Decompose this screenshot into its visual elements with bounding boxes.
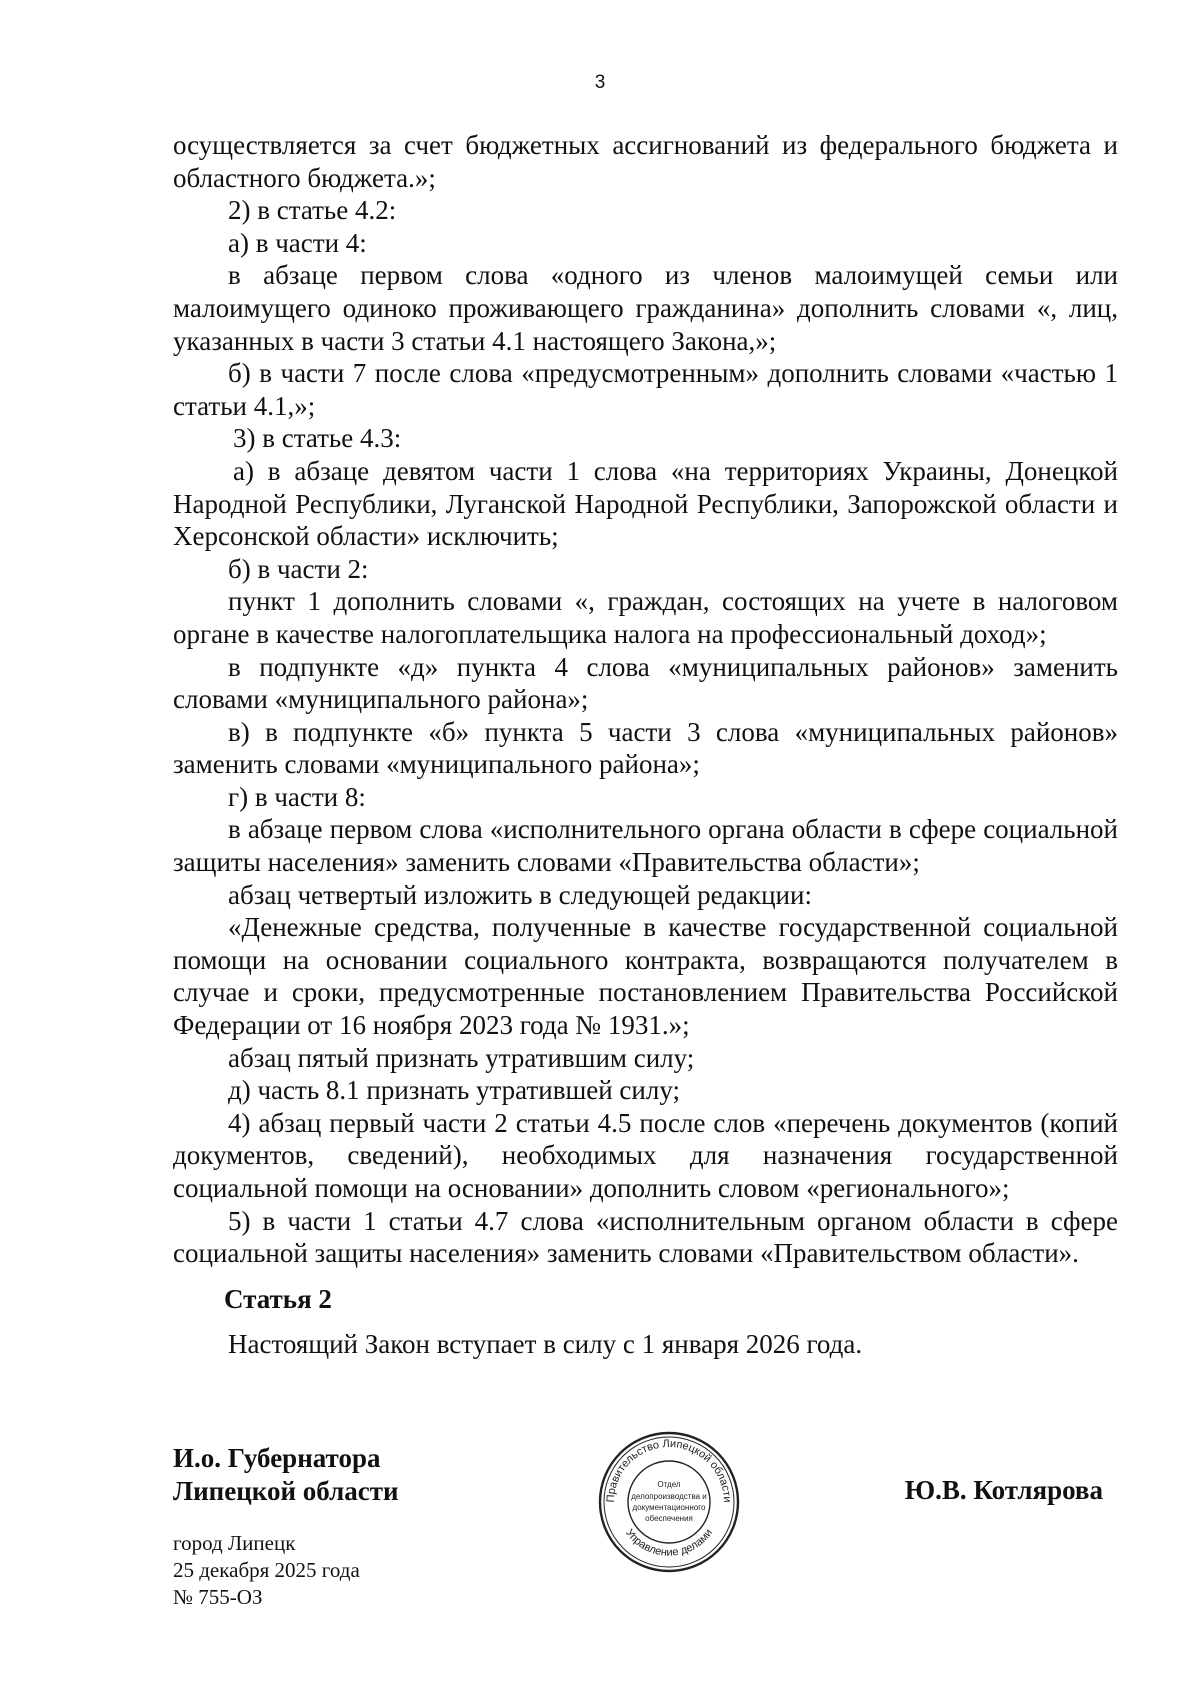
date: 25 декабря 2025 года xyxy=(173,1558,360,1582)
paragraph: в) в подпункте «б» пункта 5 части 3 слова «муниципальных районов» заменить словами «муниципального района»; xyxy=(173,716,1118,780)
law-number: № 755-ОЗ xyxy=(173,1585,263,1609)
seal-center-line: документационного xyxy=(632,1503,706,1512)
paragraph: а) в абзаце девятом части 1 слова «на территориях Украины, Донецкой Народной Республики, Луганской Народной Республики, Запорожской области и Херсонской области» исключить; xyxy=(173,455,1118,552)
spacer xyxy=(173,1315,1118,1328)
paragraph: 3) в статье 4.3: xyxy=(233,423,402,454)
signatory-name: Ю.В. Котлярова xyxy=(904,1475,1103,1505)
city: город Липецк xyxy=(173,1531,296,1555)
signatory-title-line: И.о. Губернатора xyxy=(173,1443,381,1473)
paragraph: б) в части 2: xyxy=(228,553,369,584)
paragraph: 5) в части 1 статьи 4.7 слова «исполнительным органом области в сфере социальной защиты населения» заменить словами «Правительством области». xyxy=(173,1205,1118,1269)
article-heading: Статья 2 xyxy=(224,1283,332,1314)
document-body xyxy=(173,129,1118,1361)
seal-bottom-text: Управление делами xyxy=(623,1526,715,1559)
spacer xyxy=(173,1270,1118,1283)
signatory-title xyxy=(173,1442,399,1508)
paragraph: б) в части 7 после слова «предусмотренным» дополнить словами «частью 1 статьи 4.1,»; xyxy=(173,358,1118,421)
paragraph: осуществляется за счет бюджетных ассигнований из федерального бюджета и областного бюджета.»; xyxy=(173,130,1118,193)
paragraph: пункт 1 дополнить словами «, граждан, состоящих на учете в налоговом органе в качестве налогоплательщика налога на профессиональный доход»; xyxy=(173,586,1118,649)
paragraph: г) в части 8: xyxy=(228,781,366,812)
official-seal xyxy=(597,1430,741,1574)
paragraph: в абзаце первом слова «одного из членов малоимущей семьи или малоимущего одиноко проживающего гражданина» дополнить словами «, лиц, указанных в части 3 статьи 4.1 настоящего Закона,»; xyxy=(173,260,1118,356)
paragraph: 4) абзац первый части 2 статьи 4.5 после слов «перечень документов (копий документов, сведений), необходимых для назначения государственной социальной помощи на основании» дополнить словом «регионального»; xyxy=(173,1107,1118,1203)
paragraph: а) в части 4: xyxy=(228,227,367,258)
seal-center-line: делопроизводства и xyxy=(631,1492,707,1501)
paragraph: д) часть 8.1 признать утратившей силу; xyxy=(228,1075,680,1106)
page-number: 3 xyxy=(594,72,606,93)
place-and-date xyxy=(173,1530,360,1611)
paragraph: в абзаце первом слова «исполнительного органа области в сфере социальной защиты населения» заменить словами «Правительства области»; xyxy=(173,814,1118,878)
seal-center-line: Отдел xyxy=(657,1480,681,1489)
seal-outer-text: Правительство Липецкой области xyxy=(604,1437,734,1503)
paragraph: абзац пятый признать утратившим силу; xyxy=(228,1042,695,1073)
signatory-title-line: Липецкой области xyxy=(173,1476,399,1506)
seal-center-line: обеспечения xyxy=(645,1514,693,1523)
article-text: Настоящий Закон вступает в силу с 1 января 2026 года. xyxy=(228,1329,863,1360)
paragraph: 2) в статье 4.2: xyxy=(228,195,397,226)
paragraph: в подпункте «д» пункта 4 слова «муниципальных районов» заменить словами «муниципального района»; xyxy=(173,651,1118,715)
paragraph: абзац четвертый изложить в следующей редакции: xyxy=(228,879,812,910)
paragraph: «Денежные средства, полученные в качестве государственной социальной помощи на основании социального контракта, возвращаются получателем в случае и сроки, предусмотренные постановлением Правительства Российской Федерации от 16 ноября 2023 года № 1931.»; xyxy=(173,912,1118,1041)
